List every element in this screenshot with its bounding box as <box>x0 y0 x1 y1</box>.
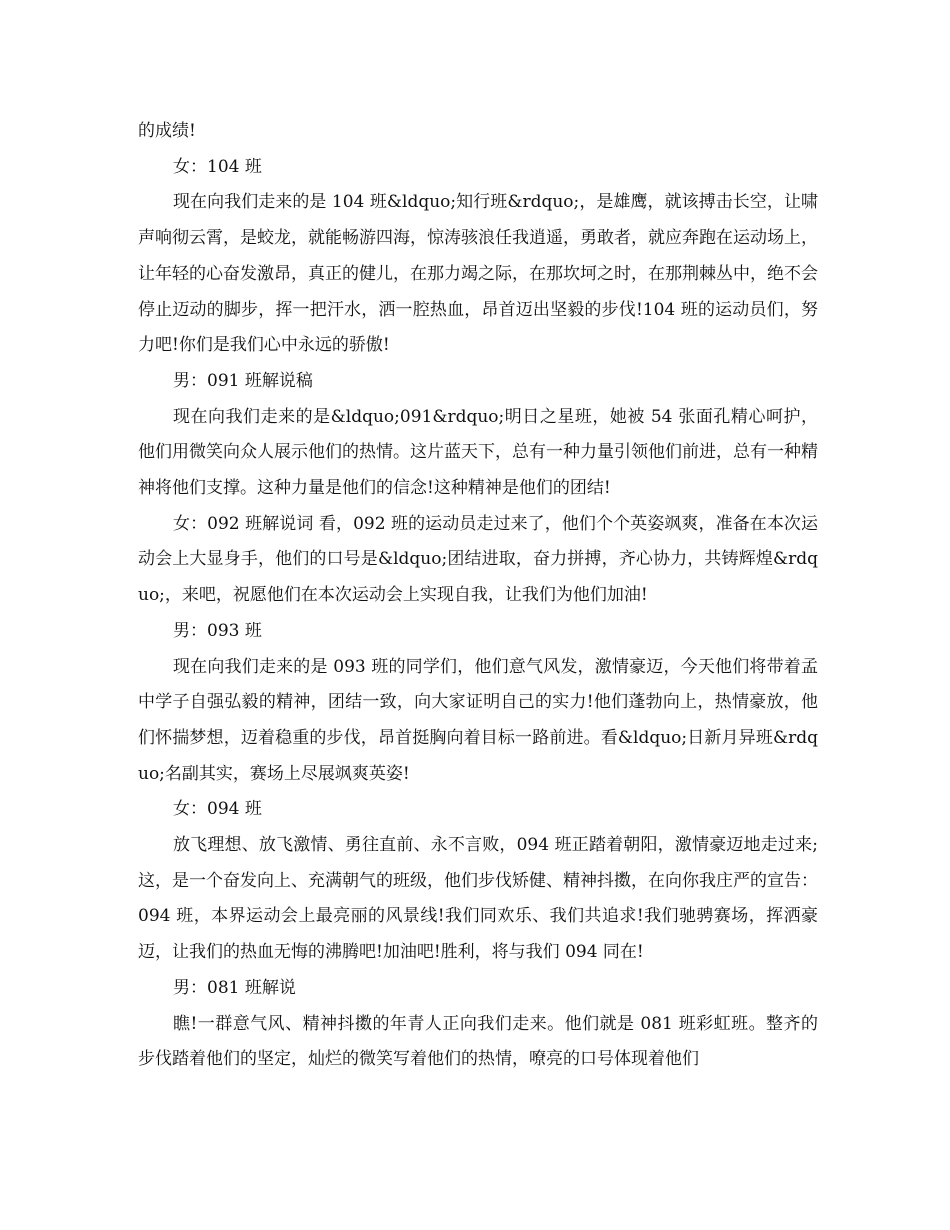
speaker-heading-093: 男：093 班 <box>173 620 262 641</box>
paragraph-093: 现在向我们走来的是 093 班的同学们，他们意气风发，激情豪迈，今天他们将带着孟中学子自强弘毅的精神，团结一致，向大家证明自己的实力!他们蓬勃向上，热情豪放，他们怀揣梦想，迈着稳重的步伐，昂首挺胸向着目标一路前进。看&ldquo;日新月异班&rdquo;名副其实，赛场上尽展飒爽英姿! <box>138 656 818 784</box>
paragraph-094: 放飞理想、放飞激情、勇往直前、永不言败，094 班正踏着朝阳，激情豪迈地走过来;这，是一个奋发向上、充满朝气的班级，他们步伐矫健、精神抖擞，在向你我庄严的宣告：094 班，本界运动会上最亮丽的风景线!我们同欢乐、我们共追求!我们驰骋赛场，挥洒豪迈，让我们的热血无悔的沸腾吧!加油吧!胜利，将与我们 094 同在! <box>138 835 818 963</box>
paragraph-091: 现在向我们走来的是&ldquo;091&rdquo;明日之星班，她被 54 张面孔精心呵护，他们用微笑向众人展示他们的热情。这片蓝天下，总有一种力量引领他们前进，总有一种精神将他们支撑。这种力量是他们的信念!这种精神是他们的团结! <box>138 406 818 499</box>
document-body <box>138 114 818 1078</box>
speaker-heading-104: 女：104 班 <box>173 156 262 177</box>
speaker-heading-094: 女：094 班 <box>173 799 262 820</box>
paragraph-104: 现在向我们走来的是 104 班&ldquo;知行班&rdquo;，是雄鹰，就该搏击长空，让啸声响彻云霄，是蛟龙，就能畅游四海，惊涛骇浪任我逍遥，勇敢者，就应奔跑在运动场上，让年轻的心奋发激昂，真正的健儿，在那力竭之际，在那坎坷之时，在那荆棘丛中，绝不会停止迈动的脚步，挥一把汗水，洒一腔热血，昂首迈出坚毅的步伐!104 班的运动员们，努力吧!你们是我们心中永远的骄傲! <box>138 192 818 356</box>
speaker-heading-091: 男：091 班解说稿 <box>173 370 313 391</box>
paragraph-continuation: 的成绩! <box>138 121 196 141</box>
paragraph-092: 女：092 班解说词 看，092 班的运动员走过来了，他们个个英姿飒爽，准备在本次运动会上大显身手，他们的口号是&ldquo;团结进取，奋力拼搏，齐心协力，共铸辉煌&rdquo;，来吧，祝愿他们在本次运动会上实现自我，让我们为他们加油! <box>138 513 818 606</box>
paragraph-081: 瞧!一群意气风、精神抖擞的年青人正向我们走来。他们就是 081 班彩虹班。整齐的步伐踏着他们的坚定，灿烂的微笑写着他们的热情，嘹亮的口号体现着他们 <box>138 1013 818 1070</box>
speaker-heading-081: 男：081 班解说 <box>173 977 296 998</box>
